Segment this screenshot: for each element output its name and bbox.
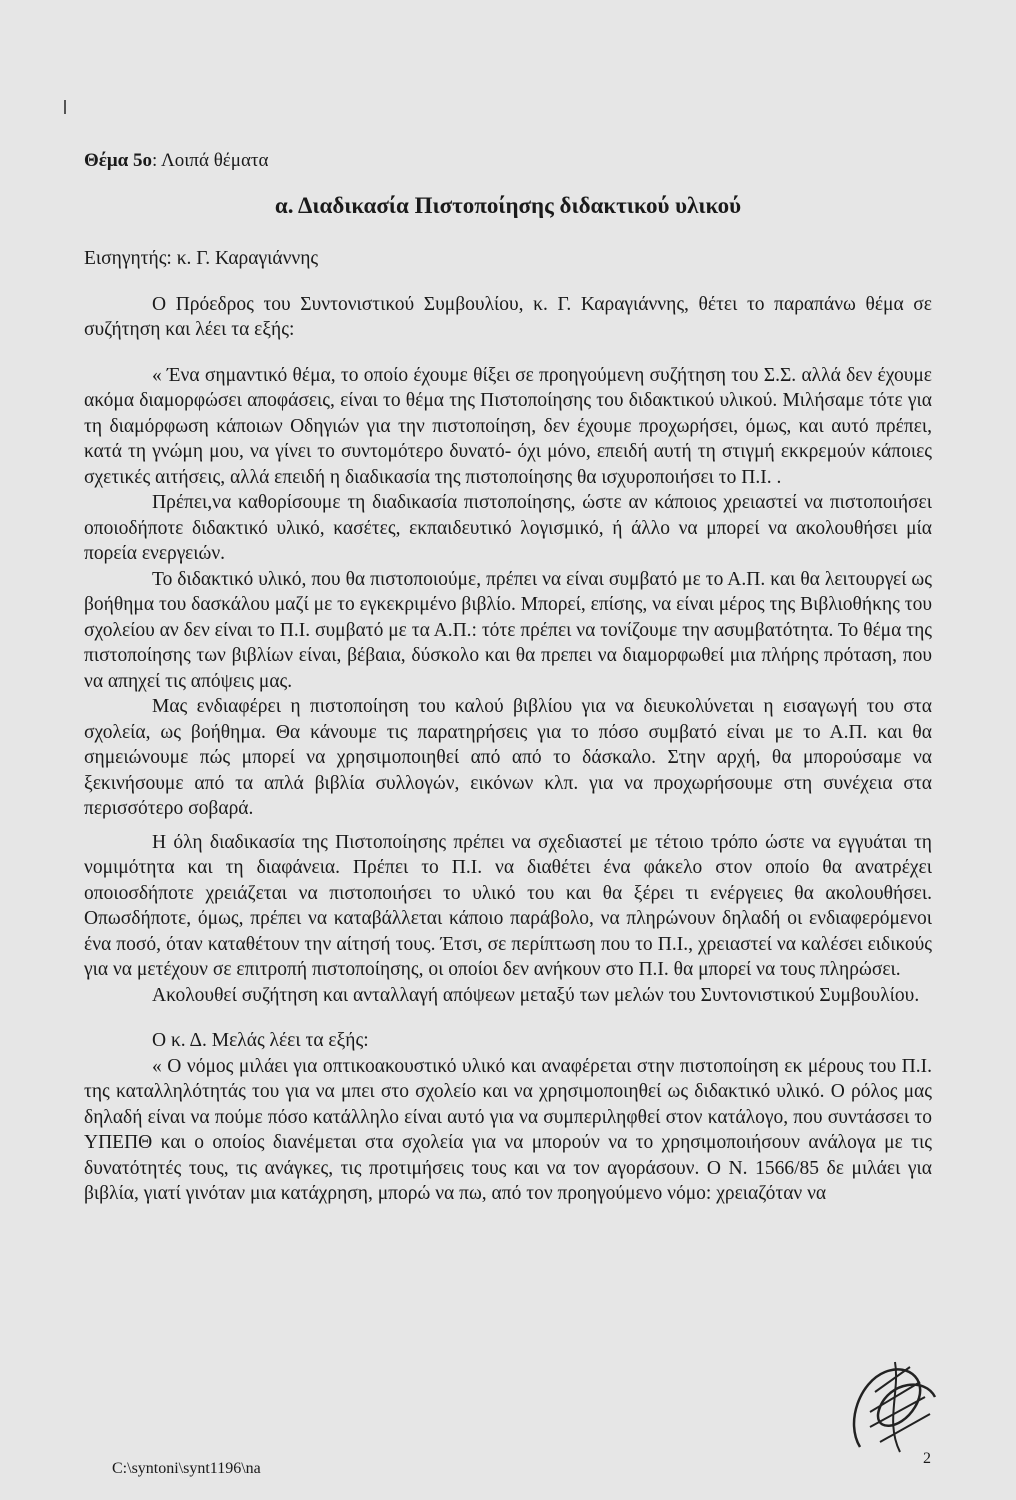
topic-heading	[84, 150, 269, 172]
paragraph: Το διδακτικό υλικό, που θα πιστοποιούμε, πρέπει να είναι συμβατό με το Α.Π. και θα λειτουργεί ως βοήθημα του δασκάλου μαζί με το εγκεκριμένο βιβλίο. Μπορεί, επίσης, να είναι μέρος της Βιβλιοθήκης του σχολείου αν δεν είναι το Π.Ι. συμβατό με τα Α.Π.: τότε πρέπει να τονίζουμε την ασυμβατότητα. Το θέμα της πιστοποίησης των βιβλίων είναι, βέβαια, δύσκολο και θα πρεπει να διαμορφωθεί μια πλήρης πρόταση, που να απηχεί τις απόψεις μας.	[84, 568, 932, 692]
paragraph: « Ο νόμος μιλάει για οπτικοακουστικό υλικό και αναφέρεται στην πιστοποίηση εκ μέρους του Π.Ι. της καταλληλότητάς του για να μπει στο σχολείο και να χρησιμοποιηθεί ως διδακτικό υλικό. Ο ρόλος μας δηλαδή είναι να πούμε πόσο κατάλληλο είναι αυτό για να συμπεριληφθεί στον κατάλογο, που συντάσσει το ΥΠΕΠΘ και ο οποίος διανέμεται στα σχολεία για να μπορούν να το χρησιμοποιήσουν ανάλογα με τις δυνατότητές τους, τις ανάγκες, τις προτιμήσεις τους και να τον αγοράσουν. Ο Ν. 1566/85 δε μιλάει για βιβλία, γιατί γινόταν μια κατάχρηση, μπορώ να πω, από τον προηγούμενο νόμο: χρειαζόταν να	[84, 1055, 932, 1204]
section-title: α. Διαδικασία Πιστοποίησης διδακτικού υλικού	[274, 193, 742, 218]
paragraph: Η όλη διαδικασία της Πιστοποίησης πρέπει να σχεδιαστεί με τέτοιο τρόπο ώστε να εγγυάται τη νομιμότητα και τη διαφάνεια. Πρέπει το Π.Ι. να διαθέτει ένα φάκελο στον οποίο θα ανατρέχει οποιοσδήποτε χρειάζεται να πιστοποιήσει το υλικό του και θα ξέρει τι ενέργειες θα ακολουθήσει. Οπωσδήποτε, όμως, πρέπει να καταβάλλεται κάποιο παράβολο, να πληρώνουν δηλαδή οι ενδιαφερόμενοι ένα ποσό, όταν καταθέτουν την αίτησή τους. Έτσι, σε περίπτωση που το Π.Ι., χρειαστεί να καλέσει ειδικούς για να μετέχουν σε επιτροπή πιστοποίησης, οι οποίοι δεν ανήκουν στο Π.Ι. θα μπορεί να τους πληρώσει.	[84, 831, 932, 980]
page-number: 2	[923, 1450, 931, 1467]
paragraph: Ο Πρόεδρος του Συντονιστικού Συμβουλίου, κ. Γ. Καραγιάννης, θέτει το παραπάνω θέμα σε συζήτηση και λέει τα εξής:	[84, 293, 932, 340]
reporter-line: Εισηγητής: κ. Γ. Καραγιάννης	[84, 248, 319, 269]
paragraph: Ο κ. Δ. Μελάς λέει τα εξής:	[152, 1030, 369, 1051]
file-path-footer: C:\syntoni\synt1196\na	[112, 1460, 261, 1477]
paragraph: Μας ενδιαφέρει η πιστοποίηση του καλού βιβλίου για να διευκολύνεται η εισαγωγή του στα σχολεία, ως βοήθημα. Θα κάνουμε τις παρατηρήσεις για το πόσο συμβατό είναι με το Α.Π. και θα σημειώνουμε πώς μπορεί να χρησιμοποιηθεί από από το δάσκαλο. Στην αρχή, θα μπορούσαμε να ξεκινήσουμε από τα απλά βιβλία συλλογών, εικόνων κλπ. για να προχωρήσουμε στη συνέχεια στα περισσότερο σοβαρά.	[84, 696, 932, 819]
document-body	[84, 246, 932, 1207]
topic-rest: : Λοιπά θέματα	[152, 150, 269, 171]
margin-mark	[64, 100, 66, 114]
topic-label: Θέμα 5ο	[84, 150, 153, 171]
signature-icon	[840, 1352, 950, 1462]
paragraph: Πρέπει,να καθορίσουμε τη διαδικασία πιστοποίησης, ώστε αν κάποιος χρειαστεί να πιστοποιήσει οποιοδήποτε διδακτικό υλικό, κασέτες, εκπαιδευτικό λογισμικό, ή άλλο να μπορεί να ακολουθήσει μία πορεία ενεργειών.	[84, 492, 932, 564]
paragraph: « Ένα σημαντικό θέμα, το οποίο έχουμε θίξει σε προηγούμενη συζήτηση του Σ.Σ. αλλά δεν έχουμε ακόμα διαμορφώσει αποφάσεις, είναι το θέμα της Πιστοποίησης του διδακτικού υλικού. Μιλήσαμε τότε για τη διαμόρφωση κάποιων Οδηγιών για την πιστοποίηση, δεν έχουμε προχωρήσει, όμως, και αυτό πρέπει, κατά τη γνώμη μου, να γίνει το συντομότερο δυνατό- όχι μόνο, επειδή αυτή τη στιγμή εκκρεμούν κάποιες σχετικές αιτήσεις, αλλά επειδή η διαδικασία της πιστοποίησης θα ισχυροποιήσει το Π.Ι. .	[84, 364, 932, 488]
paragraph: Ακολουθεί συζήτηση και ανταλλαγή απόψεων μεταξύ των μελών του Συντονιστικού Συμβουλίου.	[152, 984, 920, 1006]
